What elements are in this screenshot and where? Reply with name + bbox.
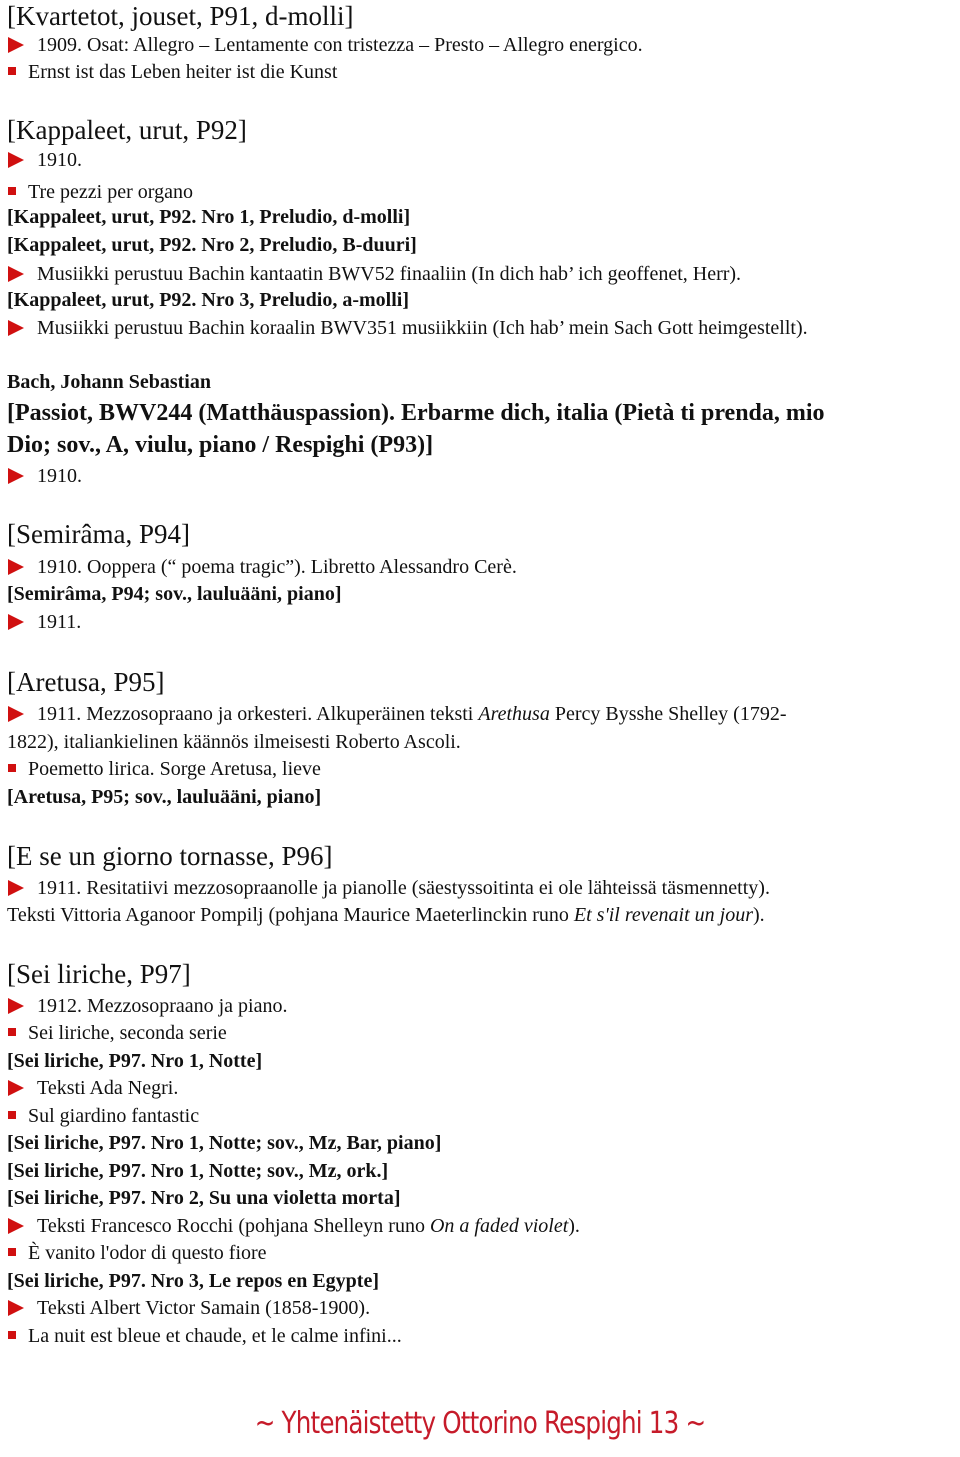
line-text: La nuit est bleue et chaude, et le calme infini... [28, 1325, 402, 1347]
entry-line [7, 1021, 227, 1045]
entry-line [7, 610, 81, 634]
line-text: 1911. Resitatiivi mezzosopraanolle ja pianolle (säestyssoitinta ei ole lähteissä täsmennetty). [37, 877, 770, 899]
line-text: [Sei liriche, P97. Nro 3, Le repos en Egypte] [7, 1270, 379, 1292]
entry-line [7, 555, 517, 579]
triangle-bullet-icon [8, 880, 24, 896]
line-text: Teksti Francesco Rocchi (pohjana Shelleyn runo On a faded violet). [37, 1215, 580, 1237]
entry-line [7, 205, 410, 229]
triangle-bullet-icon [8, 266, 24, 282]
line-text: [Kappaleet, urut, P92] [7, 115, 247, 145]
triangle-bullet-icon [8, 1218, 24, 1234]
entry-heading [7, 0, 353, 32]
entry-heading [7, 518, 190, 550]
entry-line [7, 262, 741, 286]
entry-line [7, 903, 765, 927]
entry-line [7, 1131, 441, 1155]
square-bullet-icon [8, 1331, 16, 1339]
line-text: È vanito l'odor di questo fiore [28, 1242, 267, 1264]
entry-heading [7, 840, 332, 872]
entry-heading [7, 666, 164, 698]
entry-line [7, 1104, 199, 1128]
entry-line [7, 1049, 262, 1073]
line-text: [Kappaleet, urut, P92. Nro 1, Preludio, d-molli] [7, 206, 411, 228]
triangle-bullet-icon [8, 320, 24, 336]
line-text: 1909. Osat: Allegro – Lentamente con tristezza – Presto – Allegro energico. [37, 34, 643, 56]
line-text: 1910. [37, 149, 82, 171]
square-bullet-icon [8, 1111, 16, 1119]
square-bullet-icon [8, 1028, 16, 1036]
triangle-bullet-icon [8, 152, 24, 168]
line-text: Teksti Ada Negri. [37, 1077, 179, 1099]
line-text: [Passiot, BWV244 (Matthäuspassion). Erbarme dich, italia (Pietà ti prenda, mio [7, 400, 825, 426]
line-text: Bach, Johann Sebastian [7, 371, 211, 393]
entry-line [7, 1159, 388, 1183]
line-text: [Kvartetot, jouset, P91, d-molli] [7, 1, 354, 31]
entry-line [7, 702, 786, 726]
line-text: [Aretusa, P95; sov., lauluääni, piano] [7, 786, 322, 808]
entry-line [7, 1076, 178, 1100]
entry-line [7, 233, 417, 257]
square-bullet-icon [8, 1248, 16, 1256]
line-text: Poemetto lirica. Sorge Aretusa, lieve [28, 758, 321, 780]
entry-line [7, 60, 337, 84]
line-text: Teksti Albert Victor Samain (1858-1900). [37, 1297, 371, 1319]
square-bullet-icon [8, 67, 16, 75]
line-text: Teksti Vittoria Aganoor Pompilj (pohjana Maurice Maeterlinckin runo Et s'il revenait un jour). [7, 904, 765, 926]
line-text: Sul giardino fantastic [28, 1105, 200, 1127]
entry-line [7, 1214, 580, 1238]
entry-line [7, 582, 341, 606]
line-text: [Sei liriche, P97. Nro 2, Su una violetta morta] [7, 1187, 401, 1209]
line-text: [Kappaleet, urut, P92. Nro 3, Preludio, a-molli] [7, 289, 410, 311]
line-text: 1911. Mezzosopraano ja orkesteri. Alkuperäinen teksti Arethusa Percy Bysshe Shelley (1792- [37, 703, 787, 725]
entry-line [7, 180, 193, 204]
entry-line [7, 994, 287, 1018]
entry-heading [7, 958, 191, 990]
entry-heading [7, 430, 433, 460]
triangle-bullet-icon [8, 706, 24, 722]
line-text: [Semirâma, P94; sov., lauluääni, piano] [7, 583, 342, 605]
line-text: [Sei liriche, P97] [7, 959, 191, 989]
line-text: Tre pezzi per organo [28, 181, 193, 203]
square-bullet-icon [8, 187, 16, 195]
entry-line [7, 785, 321, 809]
page-footer: ~ Yhtenäistetty Ottorino Respighi 13 ~ [254, 1406, 706, 1441]
line-text: [Aretusa, P95] [7, 667, 165, 697]
entry-line [7, 316, 808, 340]
entry-line [7, 288, 409, 312]
triangle-bullet-icon [8, 1300, 24, 1316]
triangle-bullet-icon [8, 998, 24, 1014]
line-text: [Sei liriche, P97. Nro 1, Notte; sov., Mz, Bar, piano] [7, 1132, 442, 1154]
line-text: 1822), italiankielinen käännös ilmeisesti Roberto Ascoli. [7, 731, 461, 753]
triangle-bullet-icon [8, 1080, 24, 1096]
line-text: 1912. Mezzosopraano ja piano. [37, 995, 288, 1017]
entry-heading [7, 114, 247, 146]
line-text: Sei liriche, seconda serie [28, 1022, 227, 1044]
entry-line [7, 148, 82, 172]
entry-line [7, 1269, 379, 1293]
line-text: [E se un giorno tornasse, P96] [7, 841, 333, 871]
line-text: Dio; sov., A, viulu, piano / Respighi (P93)] [7, 432, 434, 458]
triangle-bullet-icon [8, 614, 24, 630]
line-text: 1910. [37, 465, 82, 487]
entry-line [7, 370, 211, 394]
entry-line [7, 876, 770, 900]
line-text: 1911. [37, 611, 82, 633]
square-bullet-icon [8, 764, 16, 772]
entry-heading [7, 398, 825, 428]
triangle-bullet-icon [8, 468, 24, 484]
entry-line [7, 1186, 400, 1210]
entry-line [7, 33, 643, 57]
entry-line [7, 730, 461, 754]
entry-line [7, 1296, 370, 1320]
entry-line [7, 464, 82, 488]
entry-line [7, 1324, 402, 1348]
line-text: Ernst ist das Leben heiter ist die Kunst [28, 61, 338, 83]
line-text: [Kappaleet, urut, P92. Nro 2, Preludio, B-duuri] [7, 234, 417, 256]
triangle-bullet-icon [8, 559, 24, 575]
line-text: [Semirâma, P94] [7, 519, 190, 549]
line-text: [Sei liriche, P97. Nro 1, Notte] [7, 1050, 263, 1072]
line-text: Musiikki perustuu Bachin kantaatin BWV52 finaaliin (In dich hab’ ich geoffenet, Herr). [37, 263, 742, 285]
entry-line [7, 1241, 267, 1265]
entry-line [7, 757, 321, 781]
line-text: 1910. Ooppera (“ poema tragic”). Libretto Alessandro Cerè. [37, 556, 517, 578]
line-text: [Sei liriche, P97. Nro 1, Notte; sov., Mz, ork.] [7, 1160, 389, 1182]
triangle-bullet-icon [8, 37, 24, 53]
line-text: Musiikki perustuu Bachin koraalin BWV351 musiikkiin (Ich hab’ mein Sach Gott heimgestellt). [37, 317, 808, 339]
